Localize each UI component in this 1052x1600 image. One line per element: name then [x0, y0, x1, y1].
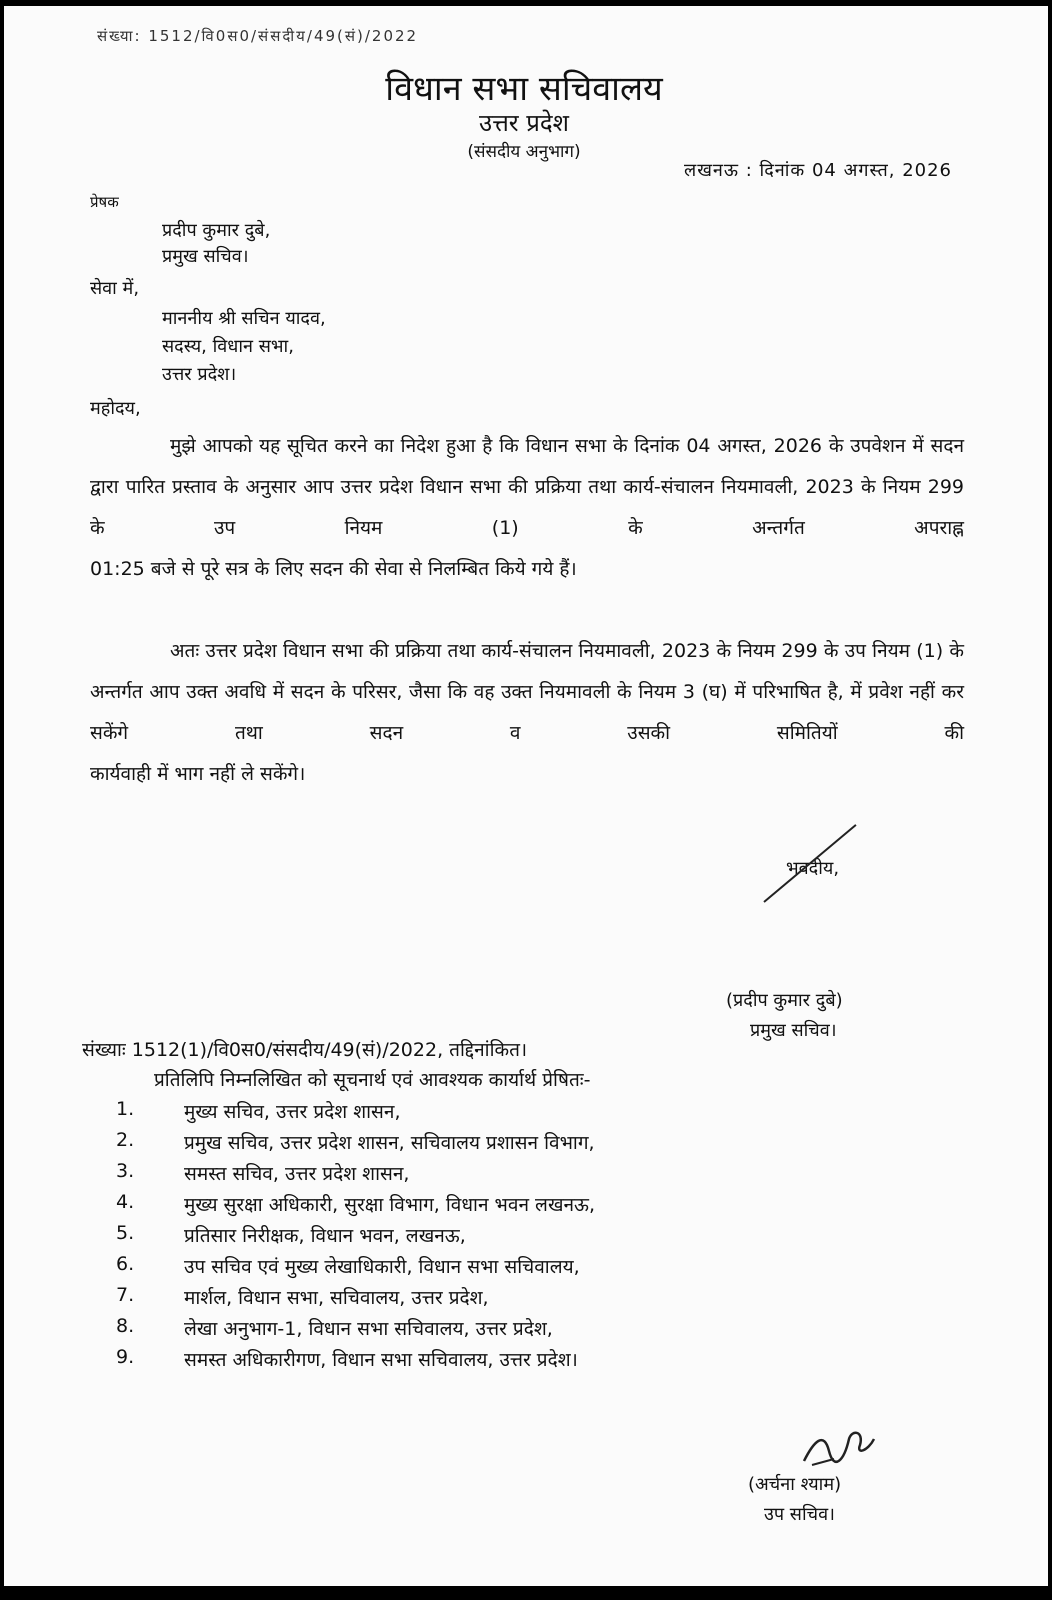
recipient-line-1: माननीय श्री सचिन यादव, [162, 308, 326, 329]
copy-list-text: समस्त अधिकारीगण, विधान सभा सचिवालय, उत्तर प्रदेश। [184, 1349, 578, 1371]
copy-list-text: मुख्य सचिव, उत्तर प्रदेश शासन, [184, 1101, 401, 1123]
place-date: लखनऊ : दिनांक 04 अगस्त, 2026 [684, 160, 952, 181]
letter-page [4, 6, 1048, 1586]
copy-list-number: 3. [116, 1160, 135, 1182]
paragraph-1-text: मुझे आपको यह सूचित करने का निदेश हुआ है कि विधान सभा के दिनांक 04 अगस्त, 2026 के उपवेशन में सदन द्वारा पारित प्रस्ताव के अनुसार आप उत्तर प्रदेश विधान सभा की प्रक्रिया तथा कार्य-संचालन नियमावली, 2023 के नियम 299 के उप नियम (1) के अन्तर्गत अपराह्न [90, 435, 964, 539]
copy-list-number: 1. [116, 1098, 135, 1120]
salutation: महोदय, [90, 398, 141, 419]
signature-stroke [763, 824, 856, 903]
copy-reference: संख्याः 1512(1)/वि0स0/संसदीय/49(सं)/2022, तद्दिनांकित। [82, 1039, 528, 1061]
sender-designation: प्रमुख सचिव। [162, 246, 249, 267]
copy-list-number: 7. [116, 1284, 135, 1306]
copy-list-number: 6. [116, 1253, 135, 1275]
section-name: (संसदीय अनुभाग) [467, 142, 581, 162]
copy-list-number: 5. [116, 1222, 135, 1244]
signatory-designation: प्रमुख सचिव। [750, 1020, 837, 1041]
sender-label: प्रेषक [90, 193, 119, 211]
sender-name: प्रदीप कुमार दुबे, [162, 220, 271, 241]
copy-list-text: प्रमुख सचिव, उत्तर प्रदेश शासन, सचिवालय प्रशासन विभाग, [184, 1132, 595, 1154]
copy-list-number: 8. [116, 1315, 135, 1337]
copy-list-text: लेखा अनुभाग-1, विधान सभा सचिवालय, उत्तर प्रदेश, [184, 1318, 553, 1340]
copy-list-number: 2. [116, 1129, 135, 1151]
reference-number: संख्या: 1512/वि0स0/संसदीय/49(सं)/2022 [97, 27, 419, 45]
copy-list-number: 4. [116, 1191, 135, 1213]
copy-list-text: प्रतिसार निरीक्षक, विधान भवन, लखनऊ, [184, 1225, 466, 1247]
body-paragraph-1 [90, 426, 964, 590]
copy-list-text: मुख्य सुरक्षा अधिकारी, सुरक्षा विभाग, विधान भवन लखनऊ, [184, 1194, 595, 1216]
deputy-name: (अर्चना श्याम) [748, 1474, 842, 1495]
office-title: विधान सभा सचिवालय [385, 69, 663, 109]
handwritten-signature [794, 1421, 884, 1476]
copy-list-text: मार्शल, विधान सभा, सचिवालय, उत्तर प्रदेश, [184, 1287, 489, 1309]
paragraph-2-text: अतः उत्तर प्रदेश विधान सभा की प्रक्रिया तथा कार्य-संचालन नियमावली, 2023 के नियम 299 के उप नियम (1) के अन्तर्गत आप उक्त अवधि में सदन के परिसर, जैसा कि वह उक्त नियमावली के नियम 3 (घ) में परिभाषित है, में प्रवेश नहीं कर सकेंगे तथा सदन व उसकी समितियों की [90, 640, 964, 744]
valediction: भवदीय, [786, 858, 840, 879]
paragraph-1-last-line: 01:25 बजे से पूरे सत्र के लिए सदन की सेवा से निलम्बित किये गये हैं। [90, 558, 577, 580]
copy-list-number: 9. [116, 1346, 135, 1368]
paragraph-2-last-line: कार्यवाही में भाग नहीं ले सकेंगे। [90, 763, 306, 785]
copy-list-text: उप सचिव एवं मुख्य लेखाधिकारी, विधान सभा सचिवालय, [184, 1256, 580, 1278]
recipient-label: सेवा में, [90, 278, 140, 299]
copy-list-text: समस्त सचिव, उत्तर प्रदेश शासन, [184, 1163, 410, 1185]
deputy-designation: उप सचिव। [764, 1504, 835, 1525]
recipient-line-2: सदस्य, विधान सभा, [162, 336, 294, 357]
body-paragraph-2 [90, 631, 964, 795]
copy-intro: प्रतिलिपि निम्नलिखित को सूचनार्थ एवं आवश्यक कार्यार्थ प्रेषितः- [154, 1069, 591, 1091]
recipient-line-3: उत्तर प्रदेश। [162, 364, 237, 385]
signatory-name: (प्रदीप कुमार दुबे) [726, 990, 843, 1011]
state-name: उत्तर प्रदेश [479, 109, 569, 137]
